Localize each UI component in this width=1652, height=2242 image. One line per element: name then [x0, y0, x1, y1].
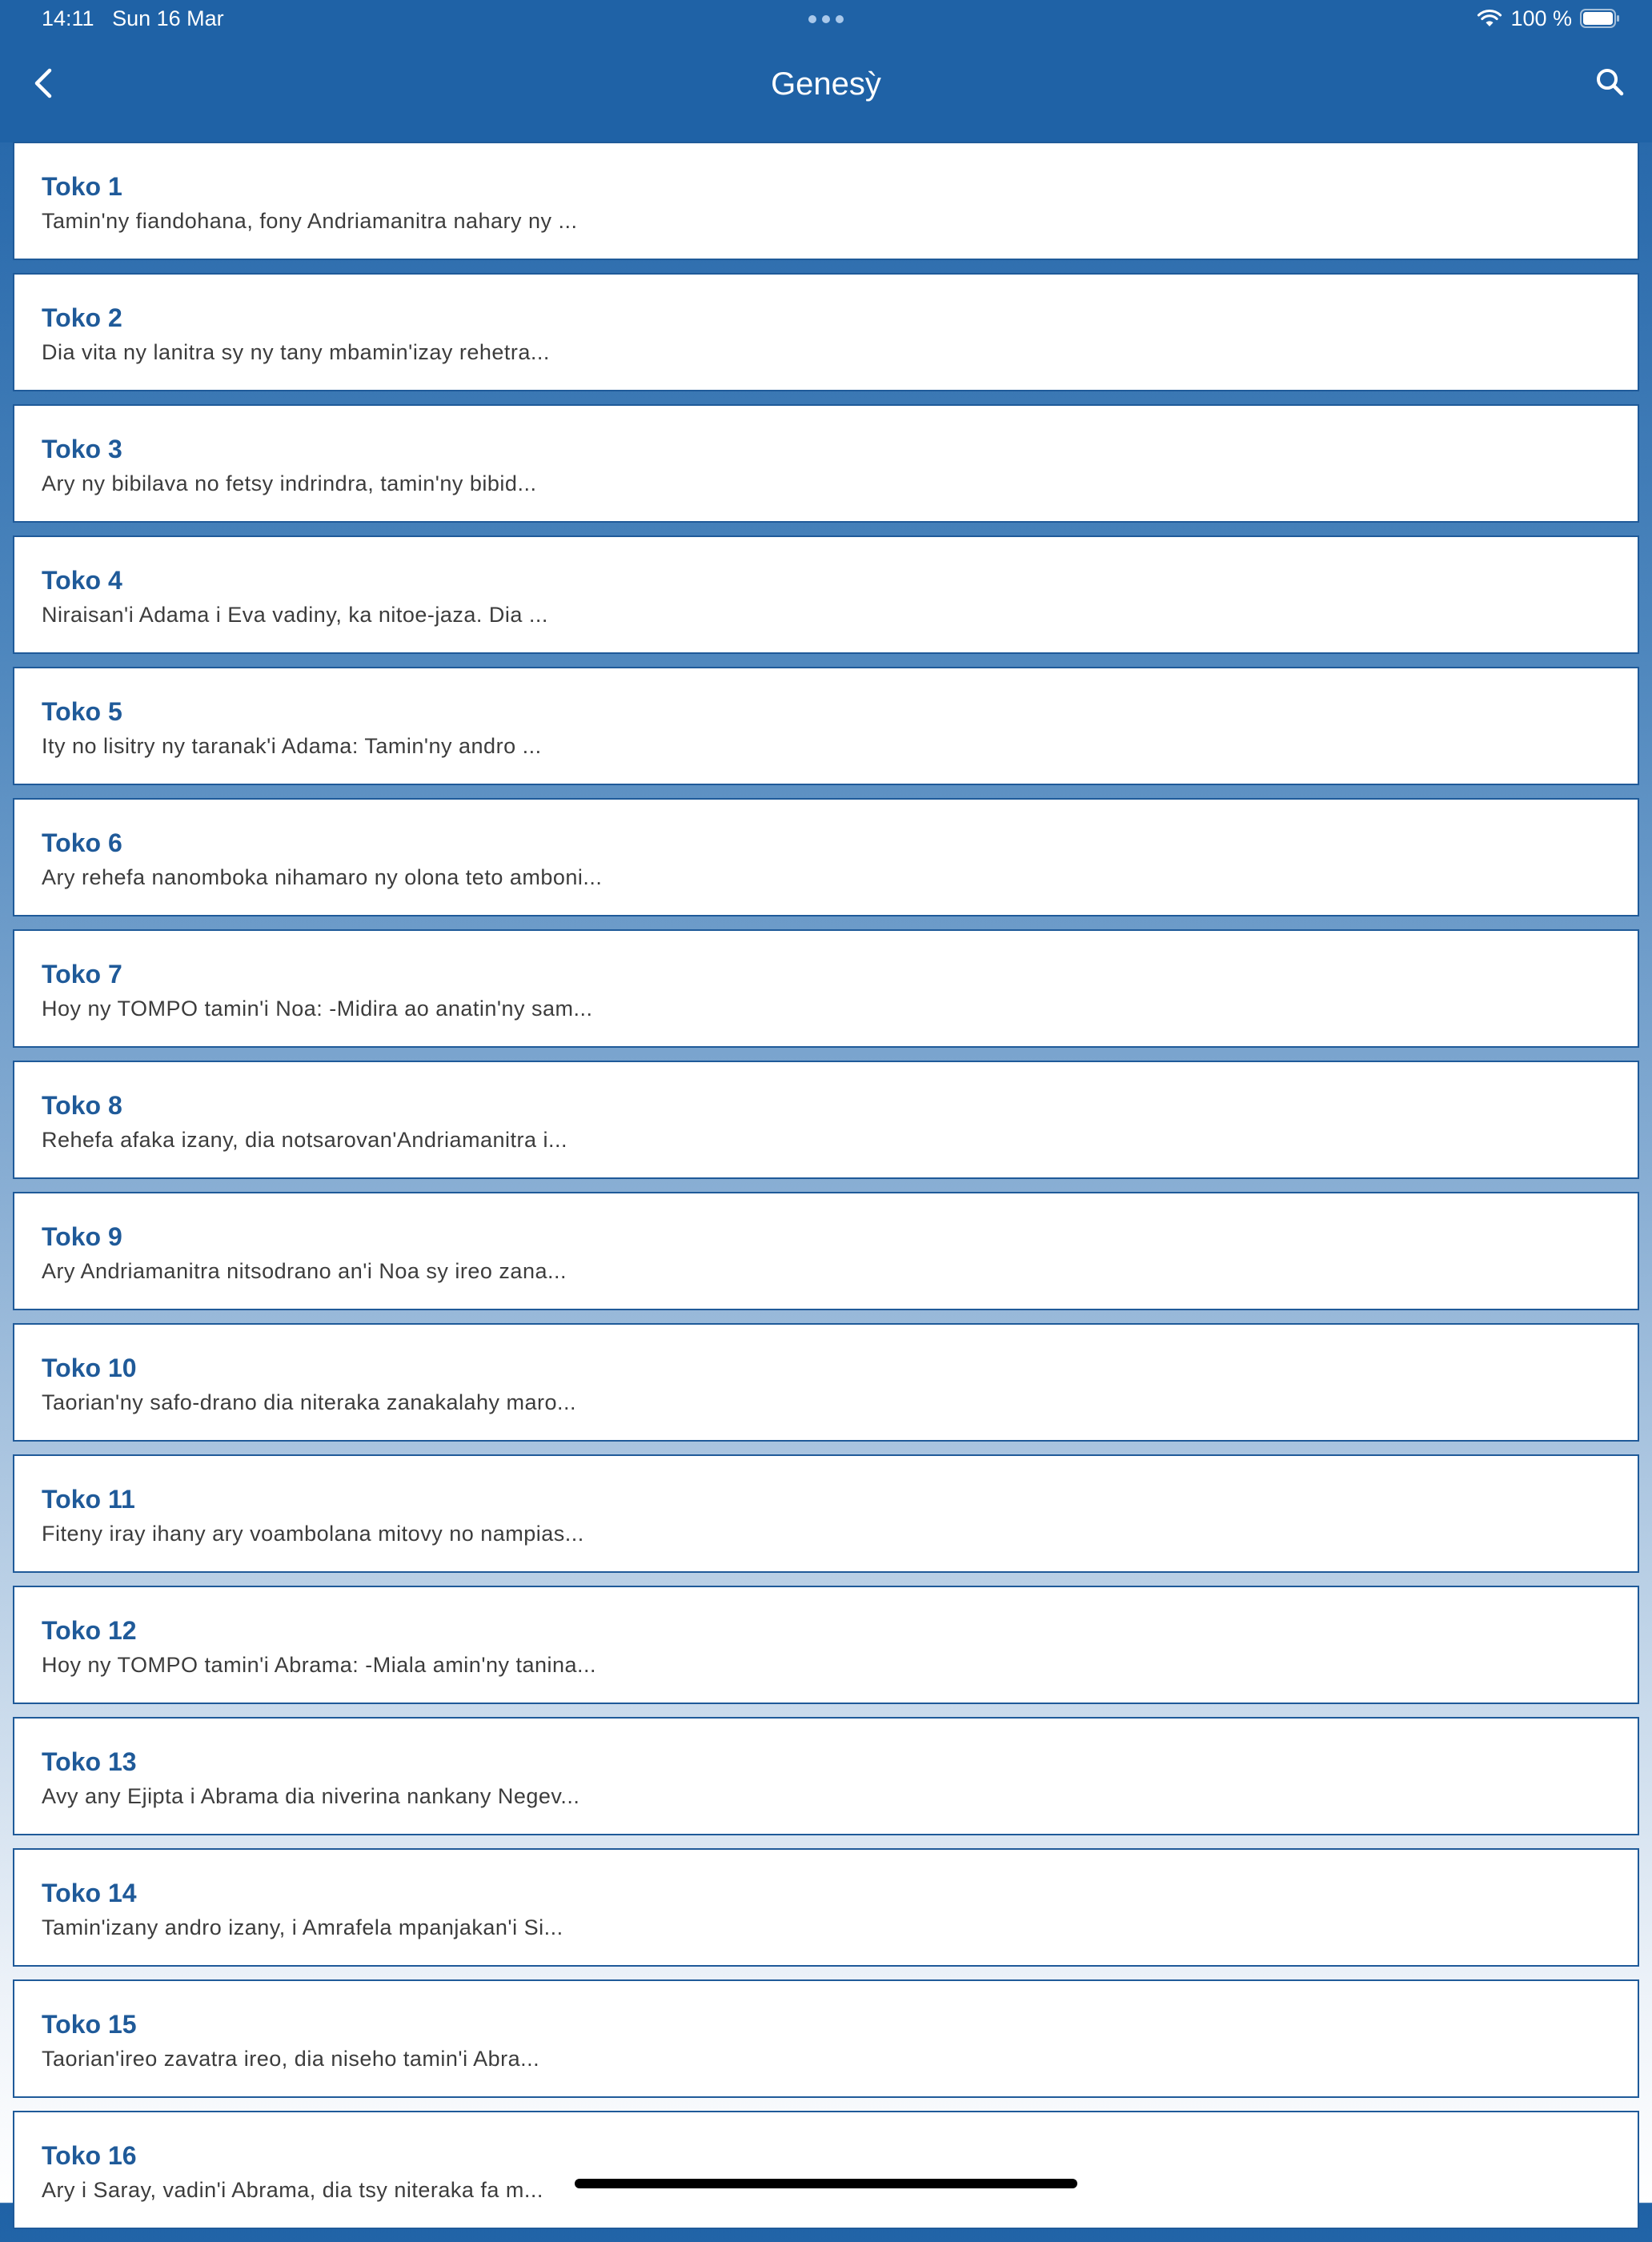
- chapter-excerpt: Taorian'ireo zavatra ireo, dia niseho tamin'i Abra...: [42, 2047, 540, 2071]
- chapter-title: Toko 16: [42, 2141, 137, 2170]
- wifi-icon: [1477, 9, 1502, 28]
- chapter-list-item[interactable]: [13, 273, 1639, 391]
- status-indicators: [1477, 5, 1620, 32]
- chapter-title: Toko 11: [42, 1485, 135, 1514]
- chapter-list-item[interactable]: [13, 1454, 1639, 1573]
- chapter-excerpt: Rehefa afaka izany, dia notsarovan'Andriamanitra i...: [42, 1128, 568, 1152]
- search-icon: [1590, 62, 1631, 104]
- chapter-list-item[interactable]: [13, 1061, 1639, 1179]
- chapter-list-item[interactable]: [13, 2111, 1639, 2229]
- chapter-list-item[interactable]: [13, 667, 1639, 785]
- chapter-title: Toko 7: [42, 960, 122, 989]
- chapter-excerpt: Tamin'izany andro izany, i Amrafela mpanjakan'i Si...: [42, 1915, 563, 1939]
- chapter-title: Toko 12: [42, 1616, 137, 1645]
- chapter-excerpt: Fiteny iray ihany ary voambolana mitovy no nampias...: [42, 1522, 584, 1546]
- chapter-list-item[interactable]: [13, 404, 1639, 523]
- chapter-excerpt: Ary Andriamanitra nitsodrano an'i Noa sy ireo zana...: [42, 1259, 567, 1283]
- chapter-excerpt: Tamin'ny fiandohana, fony Andriamanitra nahary ny ...: [42, 209, 578, 233]
- battery-icon: [1580, 9, 1620, 28]
- chapter-title: Toko 10: [42, 1354, 137, 1382]
- chapter-title: Toko 9: [42, 1222, 122, 1251]
- status-time-date: 14:11 Sun 16 Mar: [42, 6, 224, 30]
- chapter-list-item[interactable]: [13, 798, 1639, 916]
- chapter-list-item[interactable]: [13, 1717, 1639, 1835]
- page-title: Genesỳ: [771, 66, 881, 102]
- multitasking-dots-icon[interactable]: [808, 15, 844, 23]
- chapter-excerpt: Hoy ny TOMPO tamin'i Noa: -Midira ao anatin'ny sam...: [42, 997, 593, 1021]
- search-button[interactable]: [1590, 62, 1631, 104]
- chapter-title: Toko 1: [42, 172, 122, 201]
- chapter-excerpt: Taorian'ny safo-drano dia niteraka zanakalahy maro...: [42, 1390, 577, 1414]
- chapter-excerpt: Ary ny bibilava no fetsy indrindra, tamin'ny bibid...: [42, 471, 537, 495]
- chapter-excerpt: Ary rehefa nanomboka nihamaro ny olona teto amboni...: [42, 865, 603, 889]
- chapter-excerpt: Dia vita ny lanitra sy ny tany mbamin'izay rehetra...: [42, 340, 550, 364]
- chapter-title: Toko 4: [42, 566, 122, 595]
- chapter-excerpt: Ary i Saray, vadin'i Abrama, dia tsy niteraka fa m...: [42, 2178, 543, 2202]
- chapter-list-item[interactable]: [13, 929, 1639, 1048]
- chapter-title: Toko 5: [42, 697, 122, 726]
- chapter-title: Toko 8: [42, 1091, 122, 1120]
- chapter-title: Toko 13: [42, 1747, 137, 1776]
- chapter-title: Toko 3: [42, 435, 122, 463]
- home-indicator[interactable]: [575, 2179, 1077, 2188]
- chapter-title: Toko 6: [42, 828, 122, 857]
- chapter-list-item[interactable]: [13, 1848, 1639, 1967]
- chapter-excerpt: Avy any Ejipta i Abrama dia niverina nankany Negev...: [42, 1784, 580, 1808]
- chapter-list-item[interactable]: [13, 1979, 1639, 2098]
- chapter-excerpt: Niraisan'i Adama i Eva vadiny, ka nitoe-jaza. Dia ...: [42, 603, 548, 627]
- chapter-list-item[interactable]: [13, 1192, 1639, 1310]
- chapter-title: Toko 2: [42, 303, 122, 332]
- chapter-title: Toko 15: [42, 2010, 137, 2039]
- chapter-excerpt: Hoy ny TOMPO tamin'i Abrama: -Miala amin'ny tanina...: [42, 1653, 597, 1677]
- battery-percent: 100 %: [1510, 6, 1572, 30]
- chapter-excerpt: Ity no lisitry ny taranak'i Adama: Tamin'ny andro ...: [42, 734, 542, 758]
- chapter-list-item[interactable]: [13, 142, 1639, 260]
- chapter-title: Toko 14: [42, 1879, 137, 1907]
- chapter-list: [13, 142, 1639, 2242]
- chapter-list-item[interactable]: [13, 535, 1639, 654]
- chapter-list-item[interactable]: [13, 1586, 1639, 1704]
- navigation-header: [0, 0, 1652, 142]
- chapter-list-item[interactable]: [13, 1323, 1639, 1442]
